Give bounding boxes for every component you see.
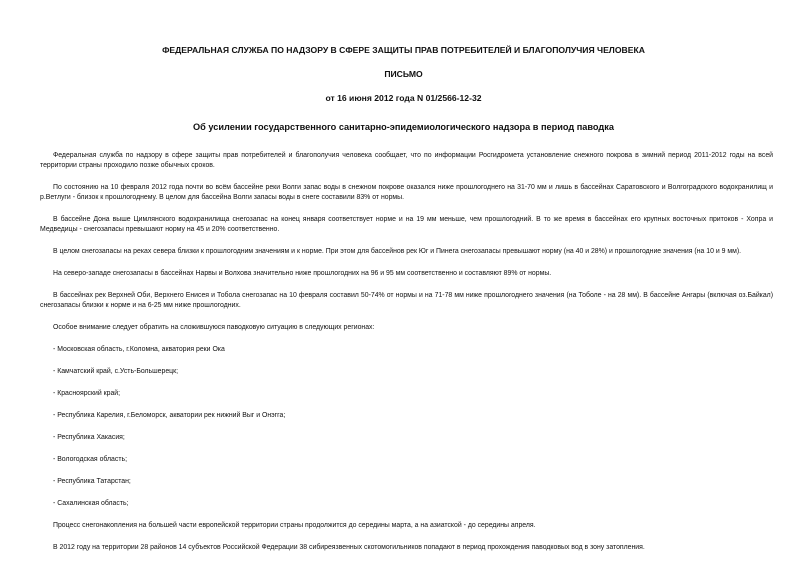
list-item: - Московская область, г.Коломна, акватория реки Ока bbox=[53, 345, 225, 353]
list-item: - Вологодская область; bbox=[53, 455, 127, 463]
list-item: - Республика Хакасия; bbox=[53, 433, 125, 441]
paragraph-northwest: На северо-западе снегозапасы в бассейнах Нарвы и Волхова значительно ниже прошлогодних на 96 и 95 мм соответственно и составляют 89% от нормы. bbox=[53, 269, 552, 277]
document-subject: Об усилении государственного санитарно-эпидемиологического надзора в период паводка bbox=[193, 122, 614, 132]
list-item: - Сахалинская область; bbox=[53, 499, 129, 507]
list-item: - Республика Карелия, г.Беломорск, акватории рек нижний Выг и Онэгга; bbox=[53, 411, 286, 419]
paragraph-volga: По состоянию на 10 февраля 2012 года почти во всём бассейне реки Волги запас воды в снежном покрове оказался ниже прошлогоднего на 31-70 мм и лишь в бассейнах Саратовского и Волгоградского водохранилищ и р.Ветлуги - близок к прошлогоднему. В целом для бассейна Волги запасы воды в снеге составили 83% от нормы. bbox=[40, 183, 773, 202]
list-item: - Камчатский край, с.Усть-Большерецк; bbox=[53, 367, 179, 375]
paragraph-intro: Федеральная служба по надзору в сфере защиты прав потребителей и благополучия человека сообщает, что по информации Росгидромета установление снежного покрова в зимний период 2011-2012 годы на всей территории страны проходило позже обычных сроков. bbox=[40, 152, 773, 170]
agency-title: ФЕДЕРАЛЬНАЯ СЛУЖБА ПО НАДЗОРУ В СФЕРЕ ЗАЩИТЫ ПРАВ ПОТРЕБИТЕЛЕЙ И БЛАГОПОЛУЧИЯ ЧЕЛОВЕКА bbox=[162, 45, 645, 55]
paragraph-siberia: В бассейнах рек Верхней Оби, Верхнего Енисея и Тобола снегозапас на 10 февраля составил 50-74% от нормы и на 71-78 мм ниже прошлогоднего значения (на Тоболе - на 28 мм). В бассейне Ангары (включая оз.Байкал) снегозапасы близки к норме и на 6-25 мм ниже прошлогодних. bbox=[40, 291, 773, 309]
paragraph-attention: Особое внимание следует обратить на сложившуюся паводковую ситуацию в следующих регионах: bbox=[53, 323, 375, 331]
region-list bbox=[40, 345, 773, 509]
document-body bbox=[40, 151, 773, 565]
list-item: - Красноярский край; bbox=[53, 389, 121, 397]
paragraph-snow-accumulation: Процесс снегонакопления на большей части европейской территории страны продолжится до середины марта, а на азиатской - до середины апреля. bbox=[53, 521, 536, 529]
document-date-number: от 16 июня 2012 года N 01/2566-12-32 bbox=[325, 93, 482, 103]
document-type: ПИСЬМО bbox=[384, 69, 423, 79]
paragraph-burial-grounds: В 2012 году на территории 28 районов 14 субъектов Российской Федерации 38 сибиреязвенных скотомогильников попадают в период прохождения паводковых вод в зону затопления. bbox=[53, 543, 645, 551]
list-item: - Республика Татарстан; bbox=[53, 477, 131, 485]
paragraph-north: В целом снегозапасы на реках севера близки к прошлогодним значениям и к норме. При этом для бассейнов рек Юг и Пинега снегозапасы превышают норму (на 40 и 28%) и прошлогодние значения (на 10 и 9 мм). bbox=[53, 247, 742, 255]
paragraph-don: В бассейне Дона выше Цимлянского водохранилища снегозапас на конец января соответствует норме и на 19 мм меньше, чем прошлогодний. В то же время в бассейнах его крупных восточных притоков - Хопра и Медведицы - снегозапасы превышают норму на 45 и 20% соответственно. bbox=[40, 215, 773, 234]
